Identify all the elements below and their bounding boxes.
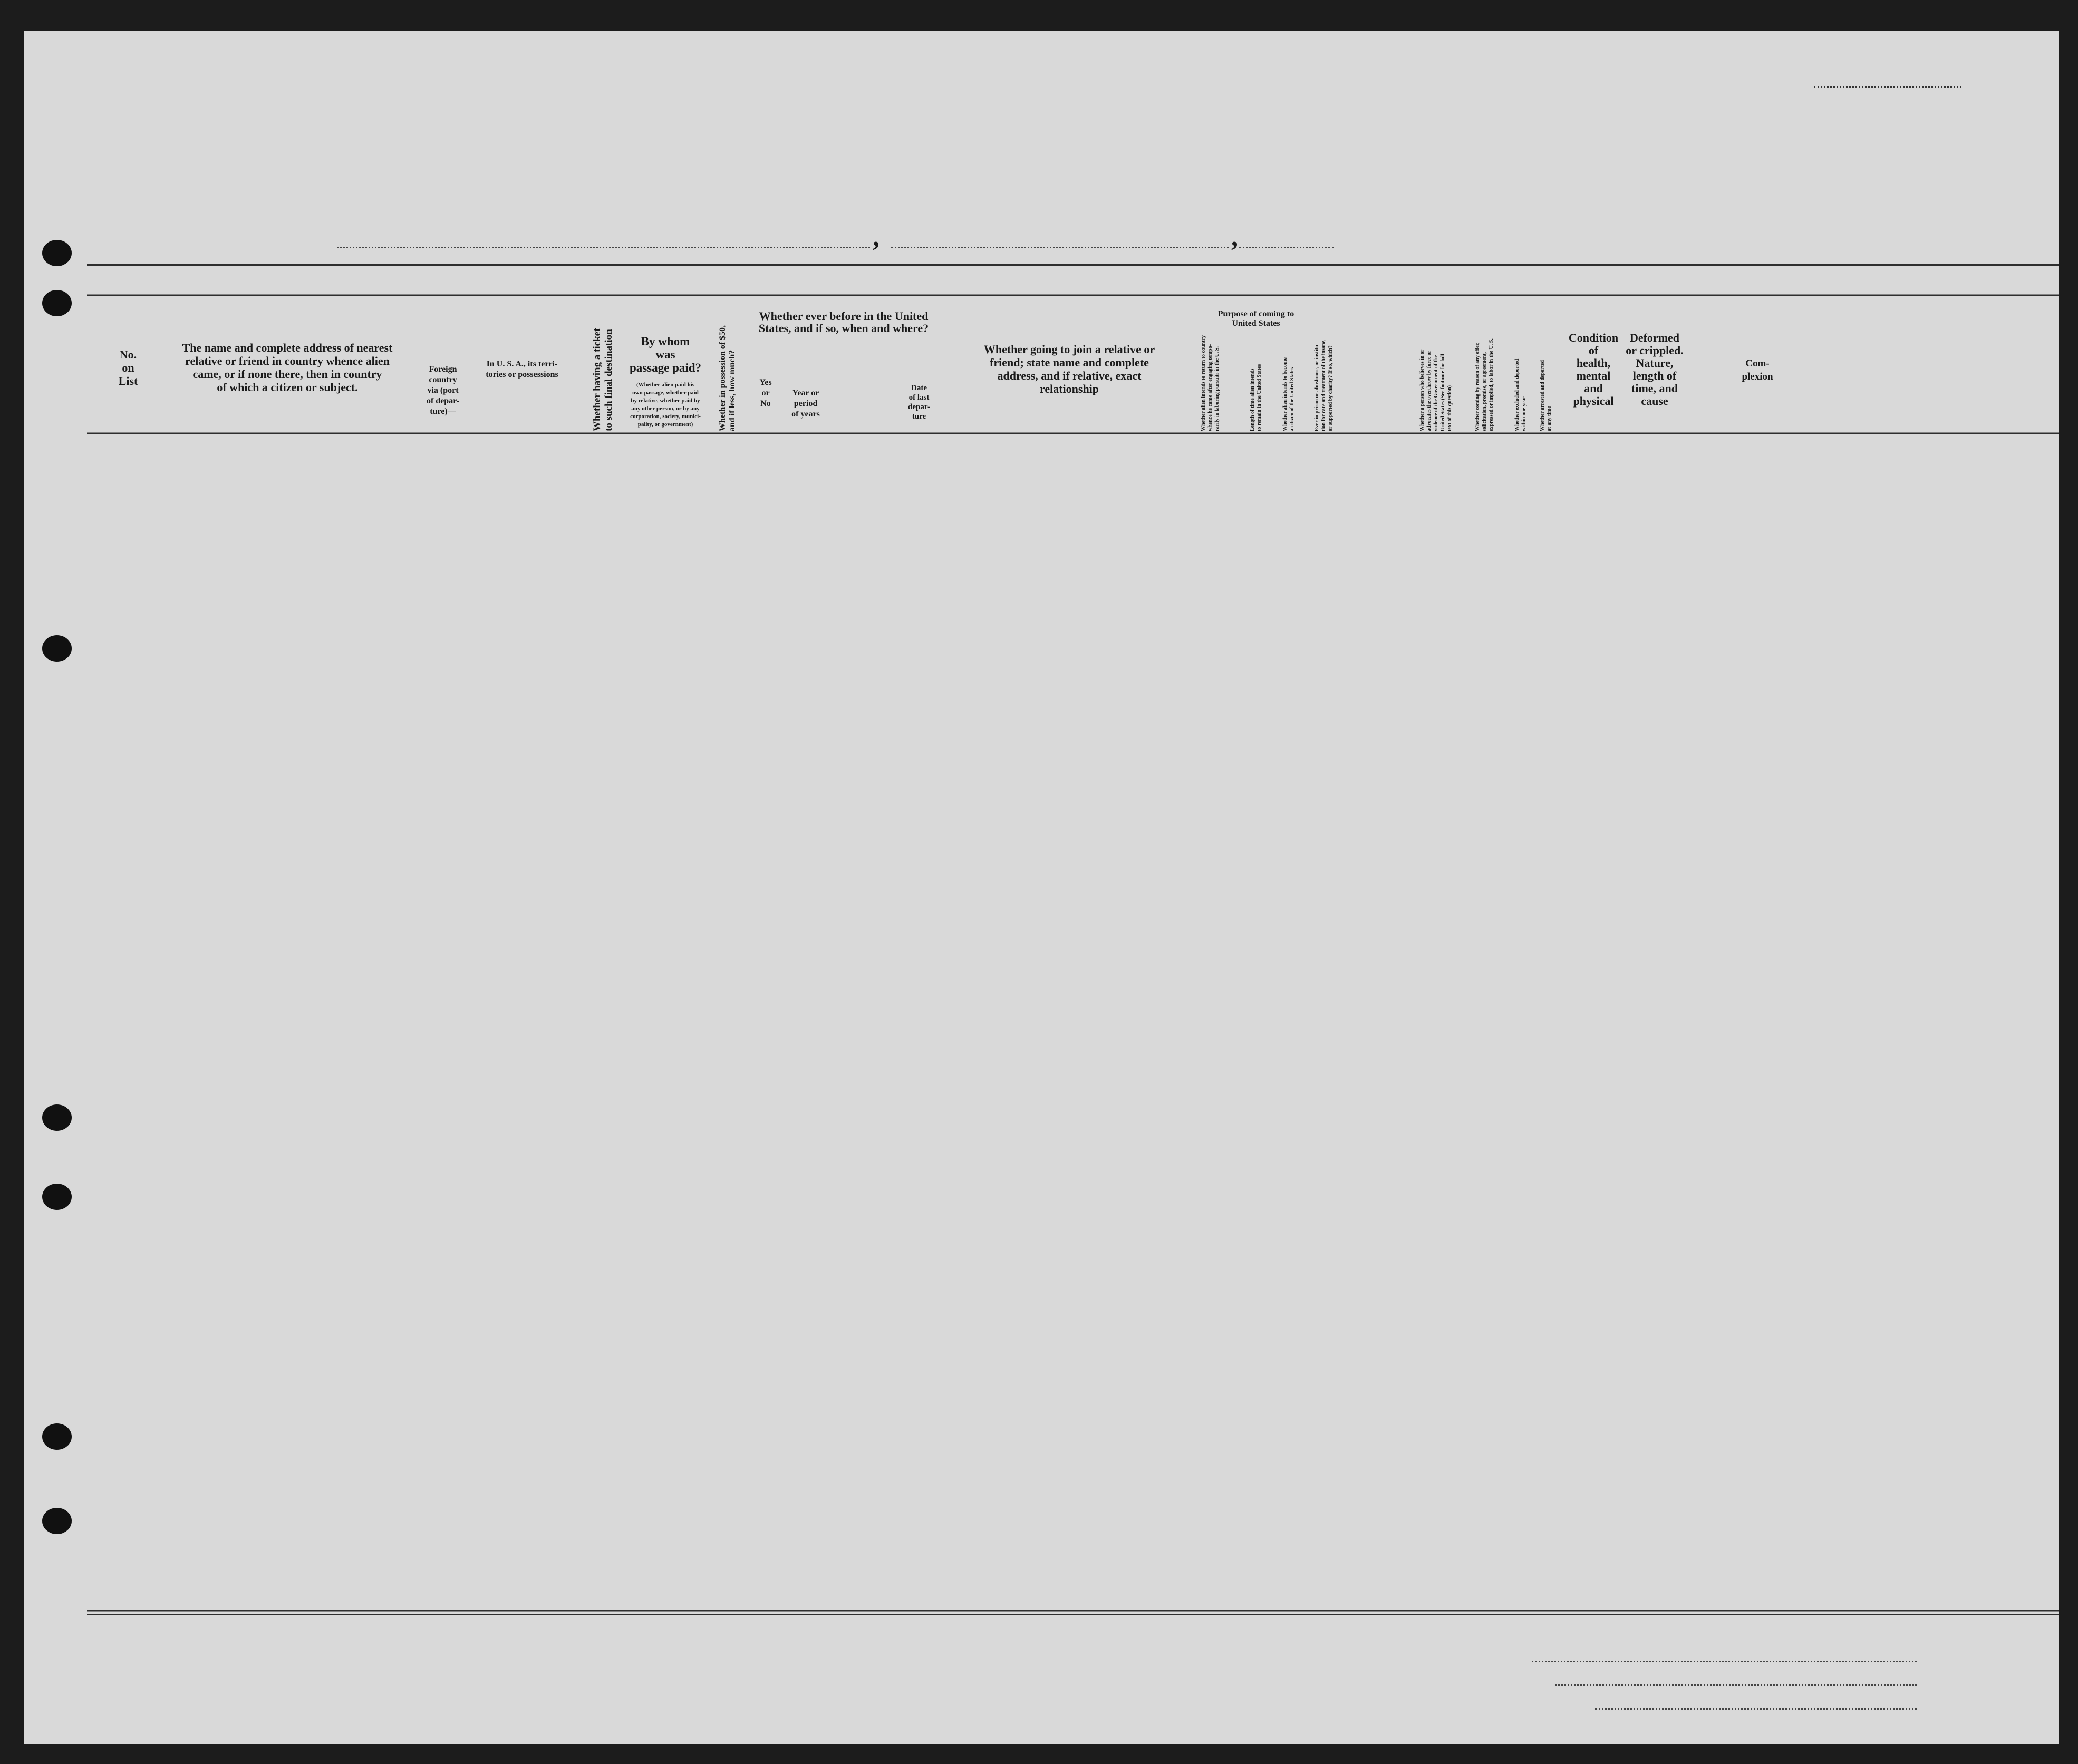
col28-header: violence of the Government of the (1433, 355, 1439, 431)
col22-yesno: or (761, 389, 770, 398)
col30-header: Whether excluded and deported (1514, 358, 1520, 431)
col17-header: The name and complete address of nearest (182, 341, 393, 354)
col28-header: advocates the overthrow by force or (1426, 350, 1432, 431)
col20-note: pality, or government) (637, 421, 693, 428)
col24-header: United States (1232, 319, 1280, 328)
col24b-header: Length of time alien intends (1250, 368, 1255, 431)
owners-field[interactable] (1555, 1684, 1917, 1686)
col35-header: Com- (1745, 358, 1770, 369)
col24c-header: a citizen of the United States (1289, 367, 1295, 431)
col19-header: to such final destination (603, 329, 614, 431)
col28-header: Whether a person who believes in or (1419, 349, 1425, 431)
col22-date: Date (911, 384, 927, 392)
col22-year: of years (791, 410, 820, 419)
line-field[interactable] (1532, 1661, 1917, 1662)
col23-header: address, and if relative, exact (997, 369, 1142, 382)
col29-header: solicitation, promise, or agreement, (1482, 352, 1487, 431)
col22-header: States, and if so, when and where? (758, 322, 929, 335)
col29-header: expressed or implied, to labor in the U. S. (1489, 338, 1494, 431)
col20-note: any other person, or by any (631, 405, 700, 412)
col20-note: (Whether alien paid his (636, 382, 695, 388)
col20-note: by relative, whether paid by (631, 398, 700, 404)
col20-note: own passage, whether paid (632, 390, 699, 396)
col22-year: period (794, 399, 818, 408)
col22-date: ture (912, 412, 926, 421)
col23-header: friend; state name and complete (990, 356, 1149, 369)
col28-header: text of this question) (1447, 385, 1453, 431)
col32-header: health, (1576, 356, 1611, 370)
col24a-header: rarily in laboring pursuits in the U. S. (1214, 346, 1220, 431)
col20-note: corporation, society, munici- (630, 413, 701, 420)
col33-header: or crippled. (1626, 344, 1684, 357)
local-agents-field[interactable] (1595, 1708, 1917, 1710)
col23-header: Whether going to join a relative or (983, 343, 1155, 356)
col33-header: length of (1632, 369, 1677, 382)
col24a-header: Whether alien intends to return to country (1201, 335, 1206, 431)
col16-header: No. (119, 348, 137, 361)
col32-header: mental (1576, 369, 1611, 382)
col23-header: relationship (1039, 382, 1099, 395)
col22-yesno: Yes (759, 378, 772, 387)
col22-date: of last (908, 393, 930, 402)
col35-header: plexion (1742, 371, 1773, 382)
col21-header: Whether in possession of $50, (718, 325, 727, 431)
col17-header: came, or if none there, then in country (192, 367, 382, 381)
col22-year: Year or (792, 389, 819, 398)
col18-foreign: of depar- (426, 396, 460, 405)
col17-header: relative or friend in country whence alien (185, 354, 390, 367)
col32-header: physical (1573, 394, 1614, 408)
col19-header: Whether having a ticket (592, 328, 603, 431)
col20-header: was (655, 348, 675, 361)
col18-foreign: ture)— (430, 407, 456, 416)
col17-header: of which a citizen or subject. (217, 381, 358, 394)
col22-date: depar- (908, 403, 930, 411)
col20-header: passage paid? (629, 361, 702, 374)
col30-header: within one year (1521, 396, 1527, 431)
col31-header: at any time (1547, 406, 1552, 431)
col18-usa: In U. S. A., its terri- (486, 360, 558, 369)
col28-header: United States (See footnote for full (1440, 354, 1446, 431)
col21-header: and if less, how much? (728, 350, 737, 431)
col29-header: Whether coming by reason of any offer, (1475, 342, 1481, 431)
col31-header: Whether arrested and deported (1540, 360, 1545, 431)
col32-header: of (1588, 344, 1599, 357)
col18-foreign: country (429, 375, 457, 384)
col33-header: Deformed (1629, 331, 1680, 344)
col24-header: Purpose of coming to (1217, 309, 1294, 318)
col16-header: List (118, 374, 138, 387)
table-grid (87, 265, 2059, 1615)
col33-header: time, and (1631, 382, 1678, 395)
col32-header: Condition (1568, 331, 1619, 344)
col25-header: tion for care and treatment of the insane, (1321, 339, 1327, 431)
col32-header: and (1584, 382, 1603, 395)
col33-header: cause (1641, 394, 1668, 408)
col24b-header: to remain in the United States (1257, 364, 1262, 431)
col33-header: Nature, (1636, 356, 1674, 370)
col18-foreign: Foreign (429, 365, 457, 374)
col25-header: or supported by charity? If so, which? (1328, 345, 1333, 431)
comma-separator: , (873, 222, 879, 252)
col24c-header: Whether alien intends to become (1282, 357, 1288, 431)
col18-usa: tories or possessions (486, 370, 558, 379)
comma-separator: , (1231, 222, 1238, 252)
col20-header: By whom (641, 335, 690, 348)
col22-yesno: No (760, 399, 771, 408)
col22-header: Whether ever before in the United (759, 309, 929, 323)
col16-header: on (122, 361, 134, 374)
col18-foreign: via (port (427, 386, 459, 395)
col24a-header: whence he came after engaging tempo- (1207, 344, 1213, 431)
col25-header: Ever in prison or almshouse, or institu- (1314, 343, 1320, 431)
